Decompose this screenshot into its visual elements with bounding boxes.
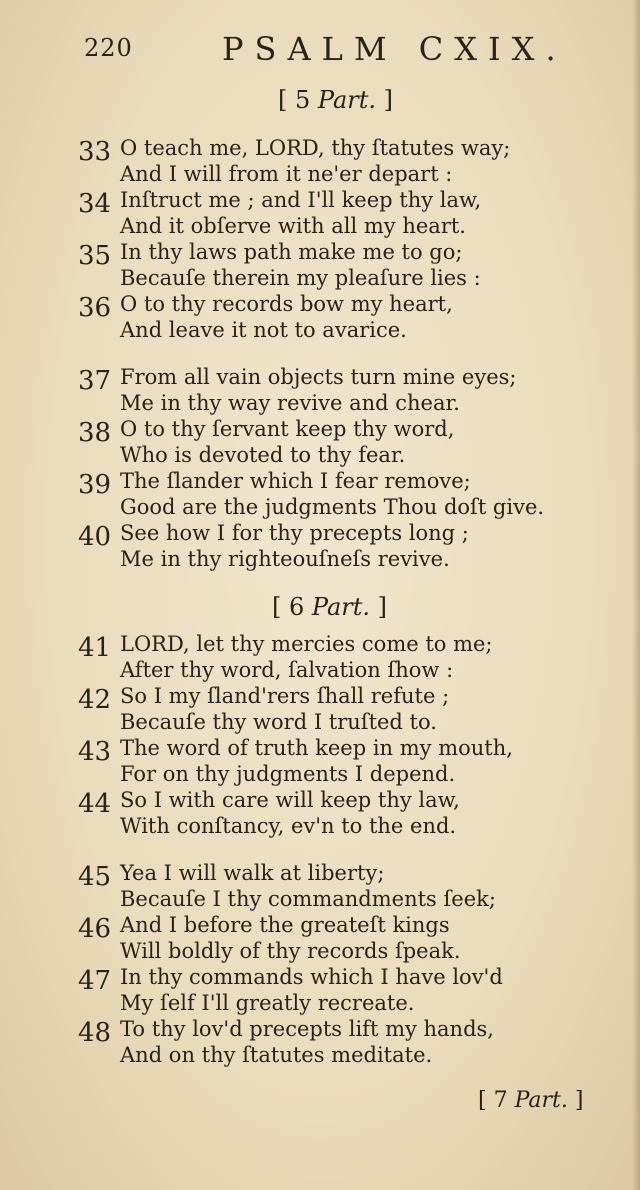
part-heading-5 [278,86,393,114]
verse-line: Yea I will walk at liberty; [120,861,385,885]
verse-line: And I will from it ne'er depart : [120,162,453,186]
verse-line: Me in thy way revive and chear. [120,391,460,415]
verse-line: So I my ſland'rers ſhall refute ; [120,684,450,708]
verse-line: In thy laws path make me to go; [120,240,463,264]
part-heading-close: ] [383,86,394,114]
verse-line: See how I for thy precepts long ; [120,521,469,545]
verse-line: And it obſerve with all my heart. [120,214,466,238]
part-heading-name: Part. [311,593,371,621]
verse-line: Becauſe I thy commandments ſeek; [120,887,496,911]
verse-line: Will boldly of thy records ſpeak. [120,939,461,963]
verse-number: 46 [78,914,112,944]
verse-line: For on thy judgments I depend. [120,762,456,786]
verse-line: Me in thy righteouſneſs revive. [120,547,450,571]
verse-line: Becauſe thy word I truſted to. [120,710,437,734]
verse-line: And leave it not to avarice. [120,318,407,342]
verse-number: 44 [78,789,112,819]
verse-number: 38 [78,418,112,448]
verse-number: 45 [78,862,112,892]
verse-line: My ſelf I'll greatly recreate. [120,991,415,1015]
verse-line: Becauſe therein my pleaſure lies : [120,266,481,290]
verse-number: 48 [78,1018,112,1048]
catchword-open: [ 7 [478,1088,508,1113]
verse-number: 34 [78,189,112,219]
verse-number: 41 [78,633,112,663]
part-heading-open: [ 5 [278,86,311,114]
verse-line: After thy word, ſalvation ſhow : [120,658,454,682]
verse-line: The word of truth keep in my mouth, [120,736,513,760]
verse-number: 40 [78,522,112,552]
part-heading-close: ] [377,593,388,621]
verse-number: 33 [78,137,112,167]
verse-line: To thy lov'd precepts lift my hands, [120,1017,494,1041]
catchword-name: Part. [514,1088,568,1113]
page-title: PSALM CXIX. [222,30,567,68]
verse-line: So I with care will keep thy law, [120,788,460,812]
page-gutter-shadow [632,0,640,1190]
part-heading-6 [272,593,387,621]
verse-number: 43 [78,737,112,767]
verse-line: In thy commands which I have lov'd [120,965,503,989]
verse-line: Who is devoted to thy fear. [120,443,406,467]
verse-line: O to thy ſervant keep thy word, [120,417,455,441]
verse-line: LORD, let thy mercies come to me; [120,632,493,656]
page-number: 220 [84,34,133,62]
verse-line: The ſlander which I fear remove; [120,469,471,493]
verse-line: Good are the judgments Thou doſt give. [120,495,545,519]
verse-line: O teach me, LORD, thy ſtatutes way; [120,136,511,160]
catchword-close: ] [574,1088,584,1113]
part-heading-open: [ 6 [272,593,305,621]
verse-line: From all vain objects turn mine eyes; [120,365,517,389]
verse-line: O to thy records bow my heart, [120,292,453,316]
verse-number: 47 [78,966,112,996]
verse-line: And on thy ſtatutes meditate. [120,1043,433,1067]
verse-number: 42 [78,685,112,715]
verse-line: Inſtruct me ; and I'll keep thy law, [120,188,482,212]
verse-number: 35 [78,241,112,271]
verse-line: And I before the greateſt kings [120,913,450,937]
verse-number: 36 [78,293,112,323]
catchword [478,1088,583,1113]
verse-number: 37 [78,366,112,396]
part-heading-name: Part. [317,86,377,114]
verse-line: With conſtancy, ev'n to the end. [120,814,457,838]
verse-number: 39 [78,470,112,500]
